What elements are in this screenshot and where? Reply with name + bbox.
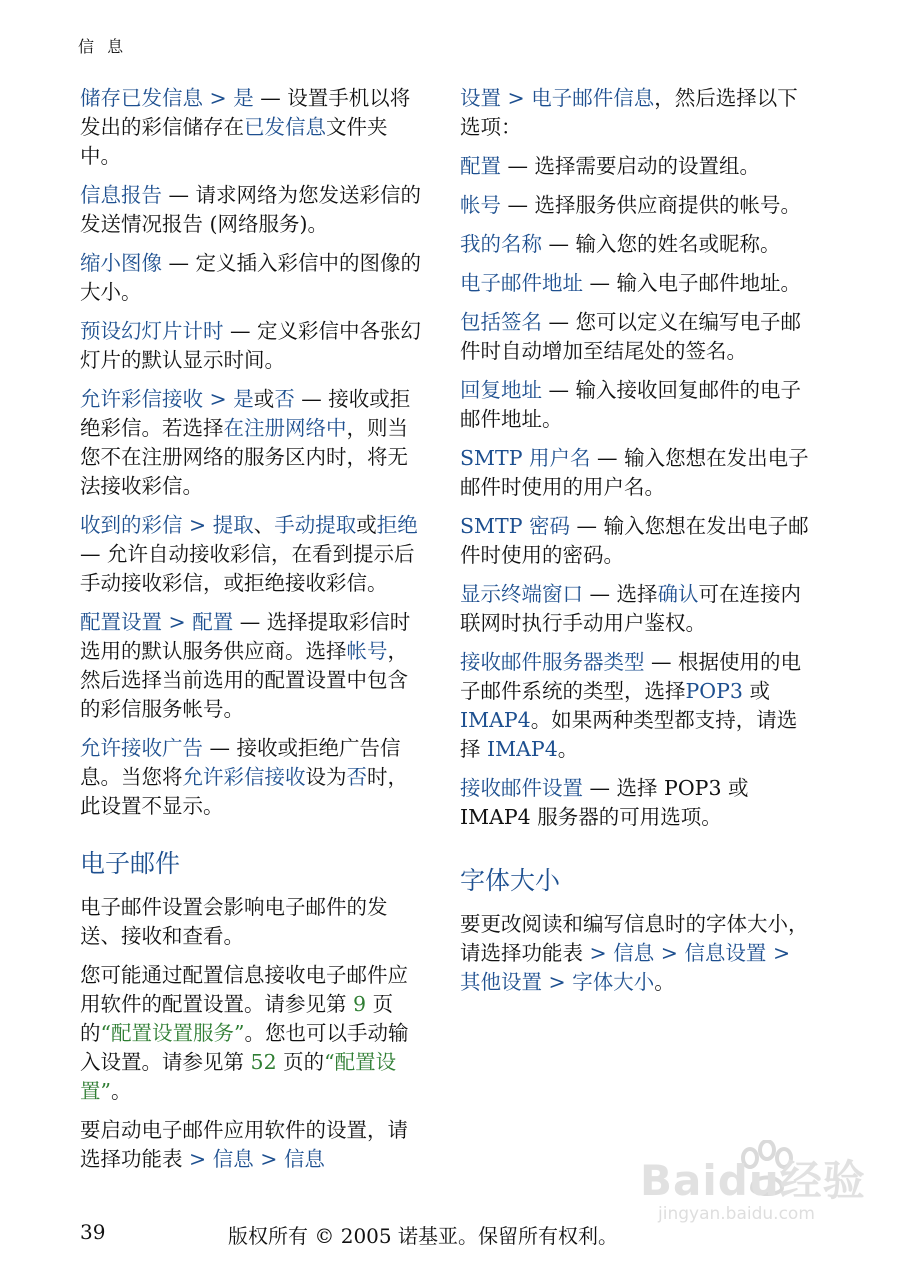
left-column (80, 84, 425, 1184)
email-opt-smtp-user: SMTP 用户名 — 输入您想在发出电子邮件时使用的用户名。 (460, 446, 809, 499)
email-opt-incoming-settings: 接收邮件设置 — 选择 POP3 或 IMAP4 服务器的可用选项。 (460, 776, 749, 829)
email-opt-smtp-password: SMTP 密码 — 输入您想在发出电子邮件时使用的密码。 (460, 514, 809, 567)
watermark-logo-text: Baidu经验 (640, 1156, 866, 1205)
email-opt-config: 配置 — 选择需要启动的设置组。 (460, 154, 761, 178)
watermark-url: jingyan.baidu.com (658, 1204, 815, 1224)
email-intro: 电子邮件设置会影响电子邮件的发送、接收和查看。 (80, 895, 388, 948)
email-settings-path: 设置 > 电子邮件信息，然后选择以下选项： (460, 86, 798, 139)
section-header: 信 息 (78, 37, 128, 56)
setting-allow-ads: 允许接收广告 — 接收或拒绝广告信息。当您将允许彩信接收设为否时，此设置不显示。 (80, 736, 408, 818)
setting-delivery-report: 信息报告 — 请求网络为您发送彩信的发送情况报告 (网络服务)。 (80, 183, 422, 236)
email-opt-server-type: 接收邮件服务器类型 — 根据使用的电子邮件系统的类型，选择POP3 或 IMAP4。如果两种类型都支持，请选择 IMAP4。 (460, 650, 802, 761)
font-size-instructions: 要更改阅读和编写信息时的字体大小，请选择功能表 > 信息 > 信息设置 > 其他设置 > 字体大小。 (460, 912, 809, 994)
baidu-watermark (640, 1140, 870, 1250)
setting-save-sent: 储存已发信息 > 是 — 设置手机以将发出的彩信储存在已发信息文件夹中。 (80, 86, 411, 168)
right-column (460, 84, 810, 1007)
setting-config: 配置设置 > 配置 — 选择提取彩信时选用的默认服务供应商。选择帐号，然后选择当前选用的配置设置中包含的彩信服务帐号。 (80, 610, 411, 721)
email-config-info: 您可能通过配置信息接收电子邮件应用软件的配置设置。请参见第 9 页的“配置设置服务”。您也可以手动输入设置。请参见第 52 页的“配置设置”。 (80, 963, 409, 1103)
setting-slide-timing: 预设幻灯片计时 — 定义彩信中各张幻灯片的默认显示时间。 (80, 319, 422, 372)
email-opt-reply-address: 回复地址 — 输入接收回复邮件的电子邮件地址。 (460, 378, 802, 431)
email-opt-signature: 包括签名 — 您可以定义在编写电子邮件时自动增加至结尾处的签名。 (460, 310, 802, 363)
font-size-heading: 字体大小 (460, 866, 561, 895)
email-start-settings: 要启动电子邮件应用软件的设置，请选择功能表 > 信息 > 信息 (80, 1118, 408, 1171)
email-opt-my-name: 我的名称 — 输入您的姓名或昵称。 (460, 232, 781, 256)
copyright-notice: 版权所有 © 2005 诺基亚。保留所有权利。 (228, 1224, 618, 1248)
setting-image-size: 缩小图像 — 定义插入彩信中的图像的大小。 (80, 251, 422, 304)
email-opt-address: 电子邮件地址 — 输入电子邮件地址。 (460, 271, 802, 295)
email-opt-terminal-window: 显示终端窗口 — 选择确认可在连接内联网时执行手动用户鉴权。 (460, 582, 802, 635)
setting-allow-mms: 允许彩信接收 > 是或否 — 接收或拒绝彩信。若选择在注册网络中，则当您不在注册网络的服务区内时，将无法接收彩信。 (80, 387, 411, 498)
page-number: 39 (80, 1220, 106, 1244)
email-opt-account: 帐号 — 选择服务供应商提供的帐号。 (460, 193, 802, 217)
setting-incoming-mms: 收到的彩信 > 提取、手动提取或拒绝 — 允许自动接收彩信，在看到提示后手动接收彩信，或拒绝接收彩信。 (80, 513, 418, 595)
email-heading: 电子邮件 (80, 849, 181, 878)
